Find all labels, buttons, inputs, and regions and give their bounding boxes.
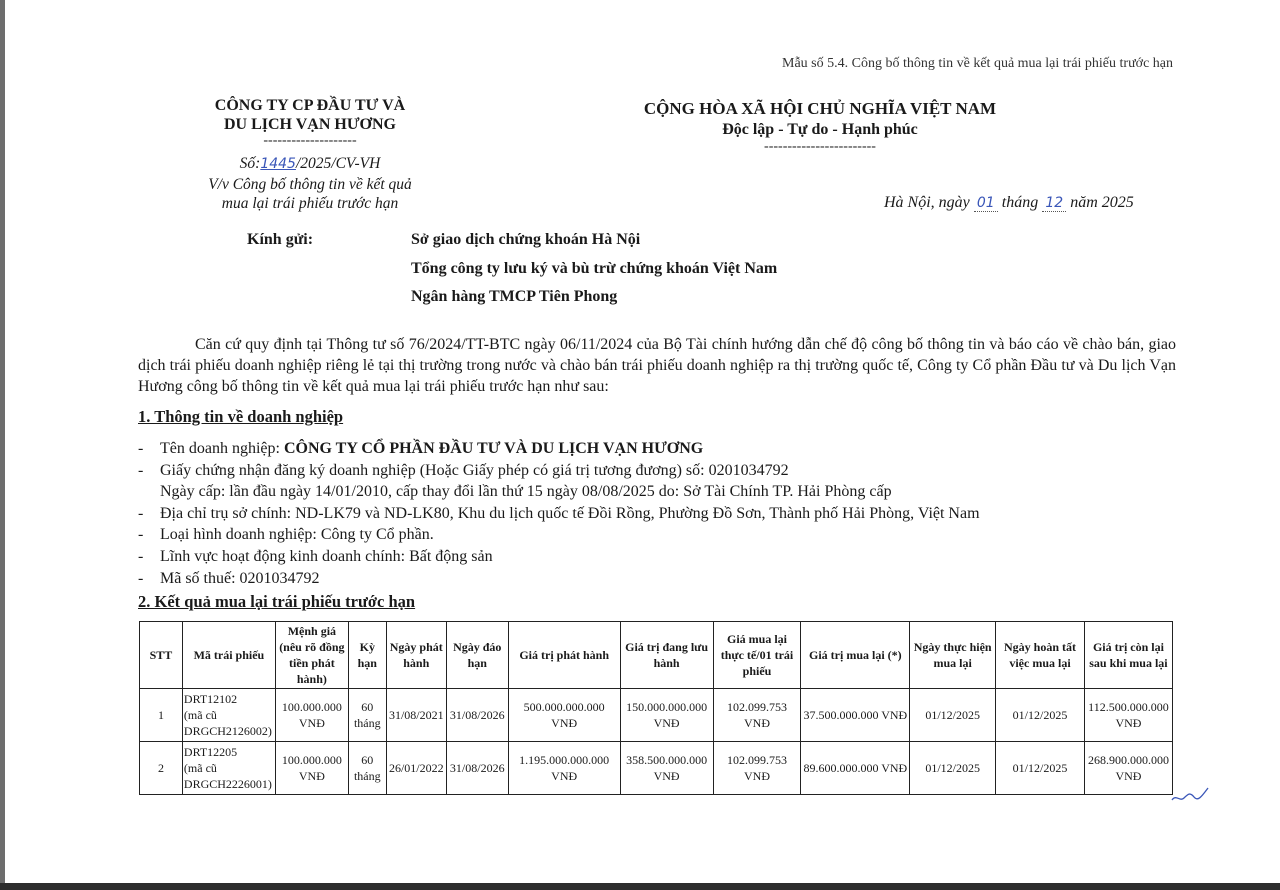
cell-remaining: 268.900.000.000 VNĐ bbox=[1084, 742, 1172, 795]
document-subject bbox=[160, 175, 460, 213]
cell-exec-date: 01/12/2025 bbox=[910, 742, 996, 795]
section1-title: 1. Thông tin về doanh nghiệp bbox=[138, 407, 344, 426]
table-header-row bbox=[140, 622, 1173, 689]
column-header: Giá trị phát hành bbox=[508, 622, 620, 689]
bullet-dash: - bbox=[138, 504, 144, 522]
license-number: Giấy chứng nhận đăng ký doanh nghiệp (Hoặc Giấy phép có giá trị tương đương) số: 0201034792 bbox=[160, 461, 789, 479]
list-item bbox=[138, 460, 1178, 482]
issuer-header bbox=[160, 96, 460, 148]
bullet-dash: - bbox=[138, 547, 144, 565]
document-number bbox=[160, 155, 460, 173]
column-header: Mệnh giá (nêu rõ đồng tiền phát hành) bbox=[275, 622, 348, 689]
cell-remaining: 112.500.000.000 VNĐ bbox=[1084, 689, 1172, 742]
cell-buyback-price: 102.099.753 VNĐ bbox=[713, 689, 801, 742]
cell-par-value: 100.000.000 VNĐ bbox=[275, 742, 348, 795]
list-item bbox=[138, 546, 1178, 568]
company-name-label: Tên doanh nghiệp: bbox=[160, 440, 280, 457]
bond-buyback-table bbox=[139, 621, 1173, 795]
company-info-list bbox=[138, 438, 1178, 589]
cell-complete-date: 01/12/2025 bbox=[996, 742, 1085, 795]
cell-buyback-price: 102.099.753 VNĐ bbox=[713, 742, 801, 795]
list-item bbox=[138, 524, 1178, 546]
cell-issue-date: 26/01/2022 bbox=[386, 742, 446, 795]
section2-title: 2. Kết quả mua lại trái phiếu trước hạn bbox=[138, 592, 416, 611]
bullet-dash: - bbox=[138, 461, 144, 479]
state-divider: ------------------------ bbox=[764, 139, 876, 154]
tax-code: Mã số thuế: 0201034792 bbox=[160, 569, 320, 587]
list-item bbox=[138, 568, 1178, 590]
column-header: STT bbox=[140, 622, 183, 689]
form-number: Mẫu số 5.4. Công bố thông tin về kết quả mua lại trái phiếu trước hạn bbox=[782, 56, 1173, 71]
recipient-3: Ngân hàng TMCP Tiên Phong bbox=[411, 288, 618, 305]
column-header: Ngày hoàn tất việc mua lại bbox=[996, 622, 1085, 689]
bullet-dash: - bbox=[138, 569, 144, 587]
cell-term: 60 tháng bbox=[348, 689, 386, 742]
recipient-2: Tổng công ty lưu ký và bù trừ chứng khoán Việt Nam bbox=[411, 260, 778, 277]
cell-exec-date: 01/12/2025 bbox=[910, 689, 996, 742]
bond-code: DRT12205 bbox=[183, 745, 238, 759]
column-header: Giá trị mua lại (*) bbox=[801, 622, 910, 689]
column-header: Giá mua lại thực tế/01 trái phiếu bbox=[713, 622, 801, 689]
date-prefix: Hà Nội, ngày bbox=[884, 194, 970, 211]
state-header bbox=[620, 98, 1020, 154]
issuer-name-line1: CÔNG TY CP ĐẦU TƯ VÀ bbox=[214, 97, 406, 114]
license-date: Ngày cấp: lần đầu ngày 14/01/2010, cấp thay đổi lần thứ 15 ngày 08/08/2025 do: Sở Tài Chính TP. Hải Phòng cấp bbox=[160, 483, 892, 501]
bond-code: DRT12102 bbox=[183, 692, 238, 706]
cell-issue-date: 31/08/2021 bbox=[386, 689, 446, 742]
list-item bbox=[138, 503, 1178, 525]
cell-outstanding: 358.500.000.000 VNĐ bbox=[620, 742, 713, 795]
cell-stt: 2 bbox=[140, 742, 183, 795]
cell-outstanding: 150.000.000.000 VNĐ bbox=[620, 689, 713, 742]
cell-bond-code bbox=[182, 742, 275, 795]
date-year: năm 2025 bbox=[1070, 194, 1134, 211]
state-motto: Độc lập - Tự do - Hạnh phúc bbox=[722, 121, 918, 138]
date-month-label: tháng bbox=[1001, 194, 1039, 211]
cell-buyback-value: 37.500.000.000 VNĐ bbox=[801, 689, 910, 742]
old-code-prefix: (mã cũ bbox=[183, 761, 217, 775]
table-row bbox=[140, 689, 1173, 742]
company-type: Loại hình doanh nghiệp: Công ty Cổ phần. bbox=[160, 526, 434, 544]
subject-line2: mua lại trái phiếu trước hạn bbox=[221, 195, 399, 212]
doc-no-handwritten: 1445 bbox=[260, 156, 296, 172]
cell-par-value: 100.000.000 VNĐ bbox=[275, 689, 348, 742]
bullet-dash: - bbox=[138, 526, 144, 544]
cell-stt: 1 bbox=[140, 689, 183, 742]
cell-bond-code bbox=[182, 689, 275, 742]
recipient-1: Sở giao dịch chứng khoán Hà Nội bbox=[411, 231, 641, 248]
old-code: DRGCH2126002) bbox=[183, 724, 272, 738]
column-header: Ngày phát hành bbox=[386, 622, 446, 689]
table-row bbox=[140, 742, 1173, 795]
cell-buyback-value: 89.600.000.000 VNĐ bbox=[801, 742, 910, 795]
cell-complete-date: 01/12/2025 bbox=[996, 689, 1085, 742]
intro-paragraph: Căn cứ quy định tại Thông tư số 76/2024/TT-BTC ngày 06/11/2024 của Bộ Tài chính hướng dẫn chế độ công bố thông tin và báo cáo về chào bán, giao dịch trái phiếu doanh nghiệp riêng lẻ tại thị trường trong nước và chào bán trái phiếu doanh nghiệp ra thị trường quốc tế, Công ty Cổ phần Đầu tư và Du lịch Vạn Hương công bố thông tin về kết quả mua lại trái phiếu trước hạn như sau: bbox=[138, 336, 1176, 395]
column-header: Ngày thực hiện mua lại bbox=[910, 622, 996, 689]
company-address: Địa chỉ trụ sở chính: ND-LK79 và ND-LK80, Khu du lịch quốc tế Đồi Rồng, Phường Đồ Sơn, Thành phố Hải Phòng, Việt Nam bbox=[160, 504, 980, 522]
state-title: CỘNG HÒA XÃ HỘI CHỦ NGHĨA VIỆT NAM bbox=[643, 99, 997, 118]
cell-issue-value: 1.195.000.000.000 VNĐ bbox=[508, 742, 620, 795]
company-name-value: CÔNG TY CỔ PHẦN ĐẦU TƯ VÀ DU LỊCH VẠN HƯƠNG bbox=[283, 440, 704, 457]
doc-no-prefix: Số: bbox=[239, 155, 261, 172]
issuer-divider: -------------------- bbox=[263, 133, 357, 148]
business-field: Lĩnh vực hoạt động kinh doanh chính: Bất động sản bbox=[160, 547, 493, 565]
cell-term: 60 tháng bbox=[348, 742, 386, 795]
column-header: Giá trị còn lại sau khi mua lại bbox=[1084, 622, 1172, 689]
cell-maturity: 31/08/2026 bbox=[446, 742, 508, 795]
initials-scribble-icon bbox=[1170, 784, 1210, 806]
issuer-name-line2: DU LỊCH VẠN HƯƠNG bbox=[223, 116, 396, 133]
old-code-prefix: (mã cũ bbox=[183, 708, 217, 722]
column-header: Giá trị đang lưu hành bbox=[620, 622, 713, 689]
old-code: DRGCH2226001) bbox=[183, 777, 272, 791]
column-header: Kỳ hạn bbox=[348, 622, 386, 689]
recipients-label: Kính gửi: bbox=[247, 231, 314, 248]
date-month: 12 bbox=[1042, 195, 1066, 212]
date-line bbox=[884, 194, 1134, 212]
date-day: 01 bbox=[974, 195, 998, 212]
list-item bbox=[138, 438, 1178, 460]
doc-no-suffix: /2025/CV-VH bbox=[295, 155, 381, 172]
cell-issue-value: 500.000.000.000 VNĐ bbox=[508, 689, 620, 742]
bullet-dash: - bbox=[138, 440, 144, 457]
viewer-left-edge bbox=[0, 0, 5, 890]
viewer-bottom-bar bbox=[0, 883, 1280, 890]
column-header: Ngày đáo hạn bbox=[446, 622, 508, 689]
column-header: Mã trái phiếu bbox=[182, 622, 275, 689]
subject-line1: V/v Công bố thông tin về kết quả bbox=[208, 176, 412, 193]
cell-maturity: 31/08/2026 bbox=[446, 689, 508, 742]
